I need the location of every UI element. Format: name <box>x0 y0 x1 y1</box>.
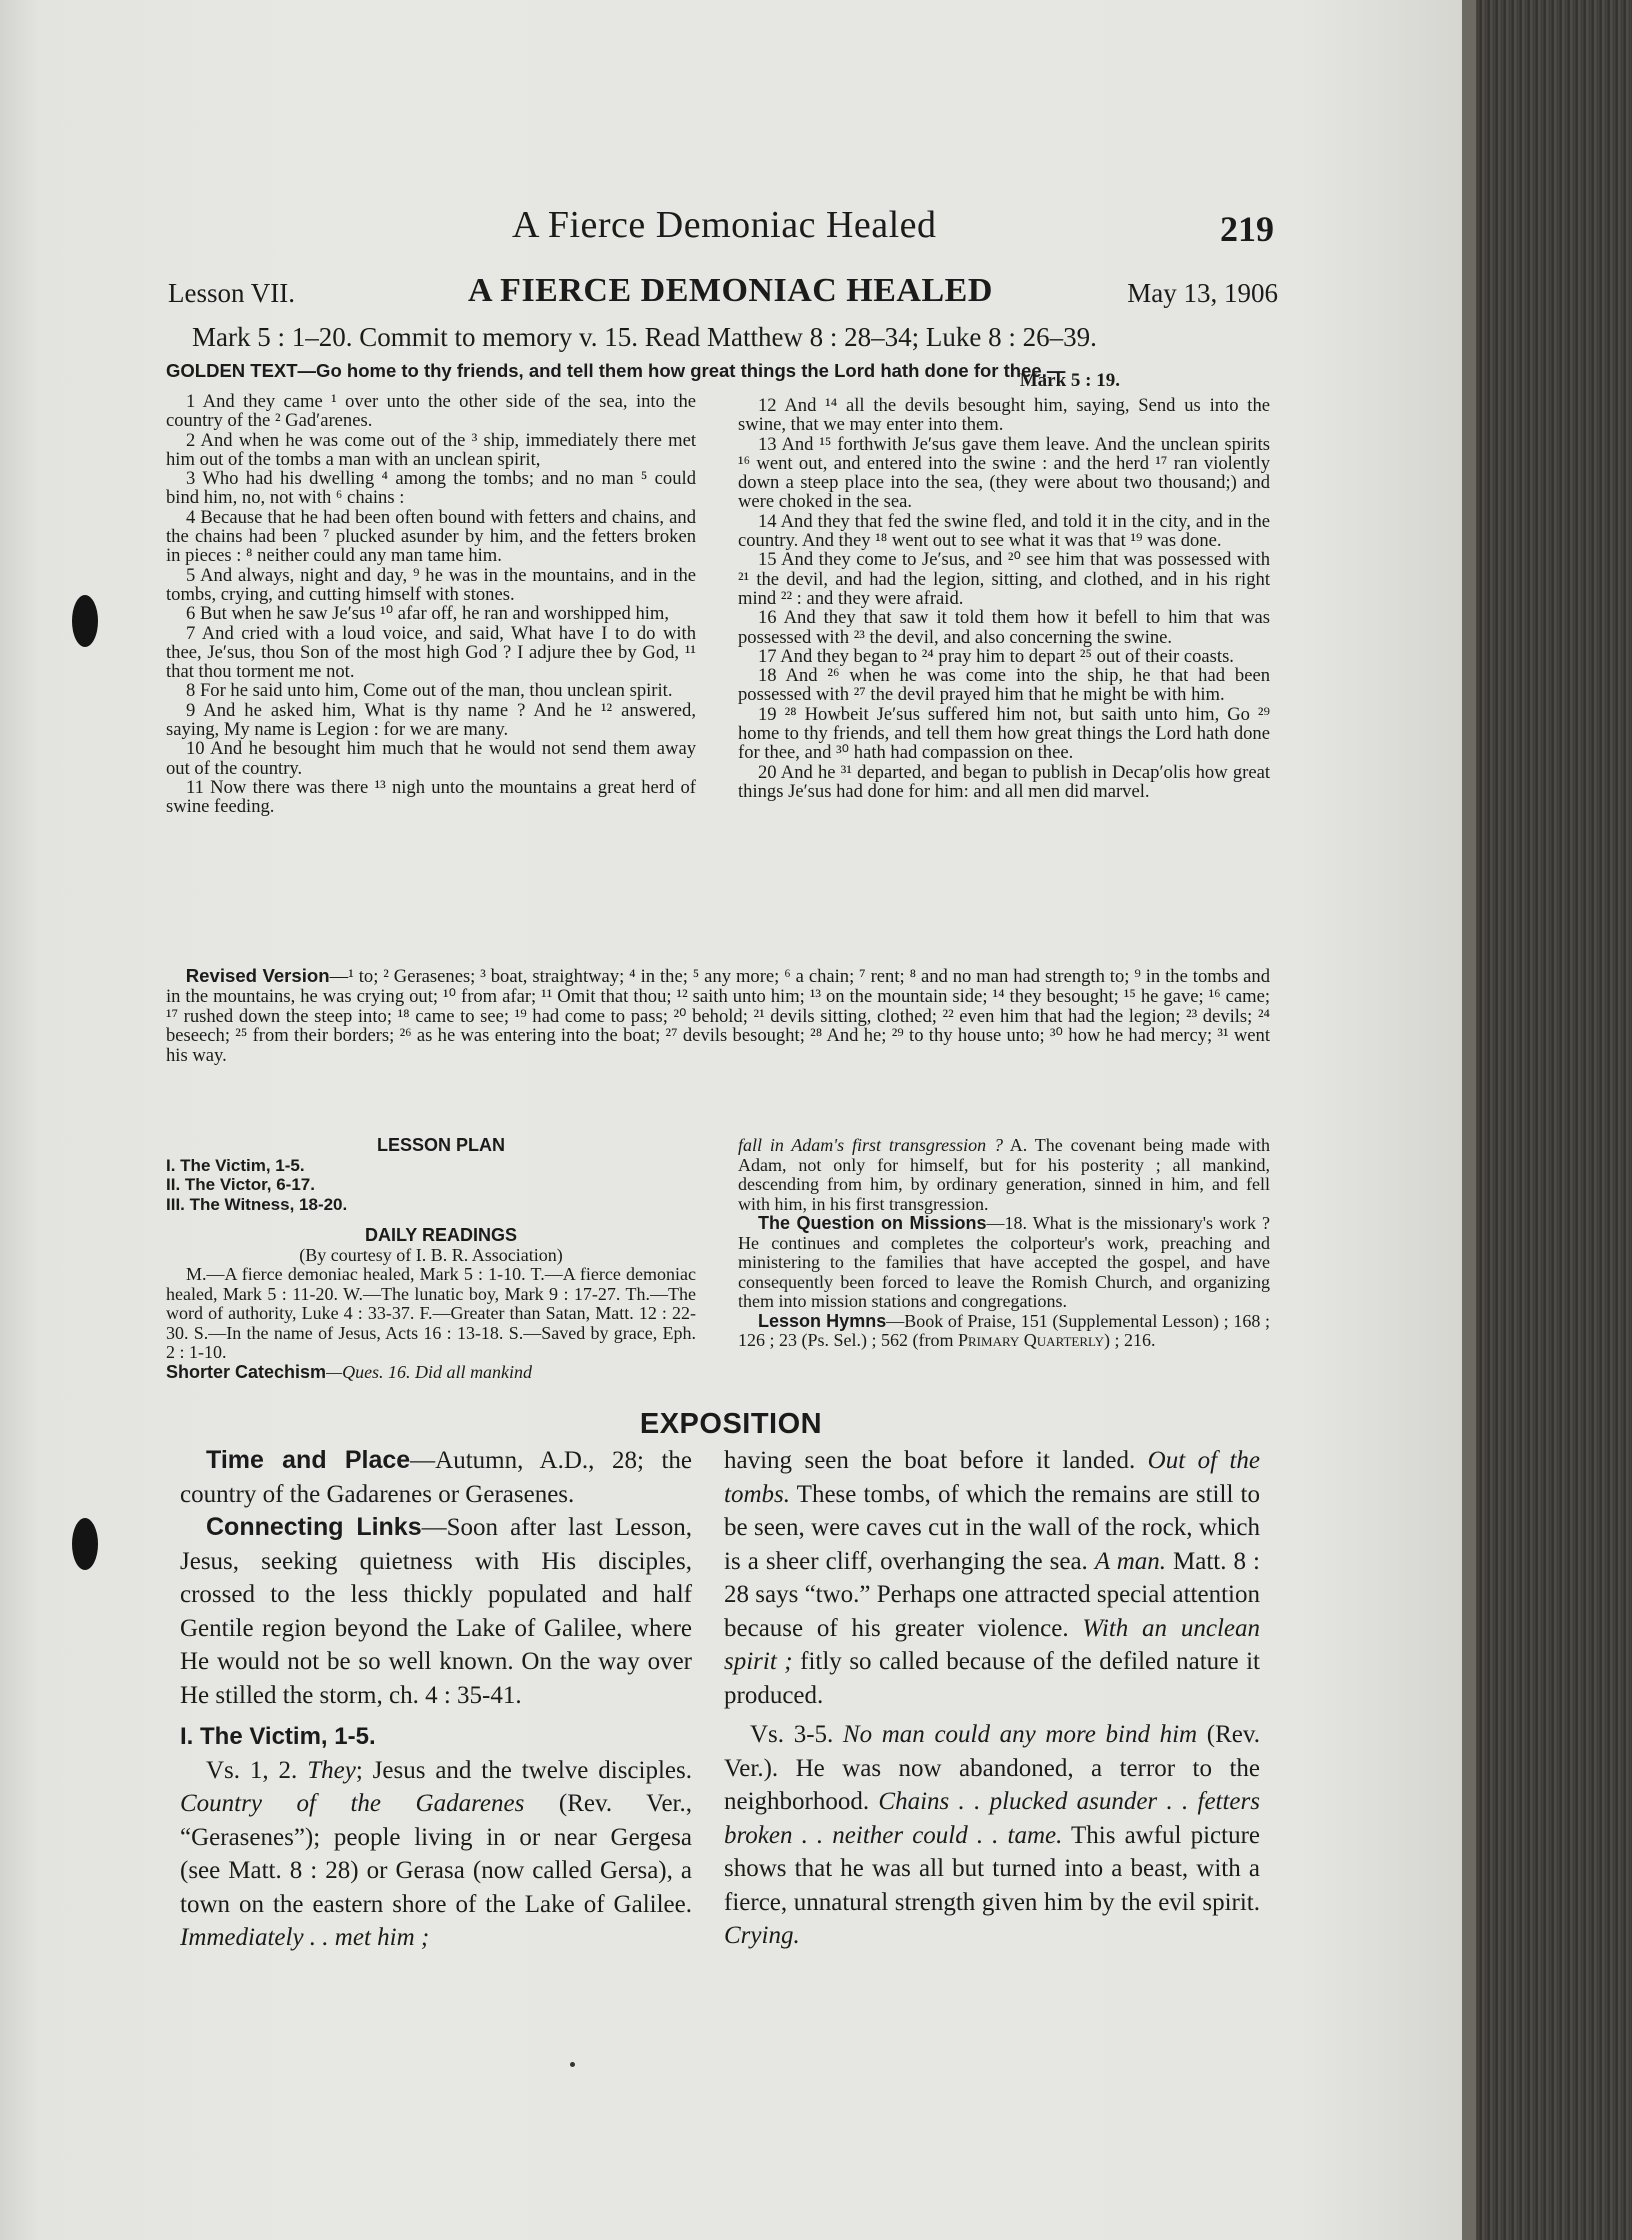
verse: 7 And cried with a loud voice, and said, What have I to do with thee, Je′sus, thou Son of the most high God ? I adjure thee by God, ¹¹ that thou torment me not. <box>166 622 696 683</box>
note-text: (Rev. Ver., “Gerasenes”); people living in or near Gergesa (see Matt. 8 : 28) or Gerasa (now called Gersa), a town on the eastern shore of the Lake of Galilee. <box>180 1790 692 1918</box>
note-term: Chains . . plucked asunder . . fetters broken . . neither could . . tame. <box>724 1788 1260 1849</box>
continued-note <box>724 1444 1260 1712</box>
missions-text: —18. What is the missionary's work ? He continues and completes the colporteur's work, preaching and ministering to the families that have accepted the gospel, and have consequently been forced to leave the Romish Church, and organizing them into mission stations and congregations. <box>738 1213 1270 1311</box>
note-text: ; Jesus and the twelve disciples. <box>355 1756 692 1784</box>
verse: 20 And he ³¹ departed, and began to publish in Decap′olis how great things Je′sus had done for him: and all men did marvel. <box>738 761 1270 802</box>
verses-3-5-note <box>724 1718 1260 1953</box>
verse: 11 Now there was there ¹³ nigh unto the mountains a great herd of swine feeding. <box>166 776 696 818</box>
ink-speck <box>570 2062 575 2067</box>
lesson-number: Lesson VII. <box>168 278 295 308</box>
lesson-aids-left <box>166 1136 696 1382</box>
verse: 8 For he said unto him, Come out of the man, thou unclean spirit. <box>186 680 673 702</box>
note-term: Immediately . . met him ; <box>180 1924 430 1951</box>
verse: 1 And they came ¹ over unto the other side of the sea, into the country of the ² Gad′arenes. <box>166 391 696 432</box>
note-text: These tombs, of which the remains are still to be seen, were caves cut in the wall of the rock, which is a sheer cliff, overhanging the sea. <box>724 1480 1260 1575</box>
note-ref: Vs. 3-5. <box>750 1721 843 1748</box>
hymns-quarterly: Primary Quarterly <box>958 1330 1105 1350</box>
exposition-heading: EXPOSITION <box>639 1408 823 1440</box>
shorter-catechism <box>166 1363 696 1383</box>
verses-right-column <box>738 396 1270 801</box>
verse: 9 And he asked him, What is thy name ? And he ¹² answered, saying, My name is Legion : for we are many. <box>166 699 696 741</box>
scripture-reference: Mark 5 : 1–20. Commit to memory v. 15. Read Matthew 8 : 28–34; Luke 8 : 26–39. <box>192 322 1097 352</box>
lesson-plan-item: III. The Witness, 18-20. <box>166 1194 348 1214</box>
verses-1-2-note <box>180 1754 692 1955</box>
verse: 15 And they come to Je′sus, and ²⁰ see him that was possessed with ²¹ the devil, and had the legion, sitting, and clothed, and in his right mind ²² : and they were afraid. <box>738 549 1270 609</box>
connecting-links <box>180 1511 692 1712</box>
binding-hole-top <box>72 595 98 647</box>
note-text: Matt. 8 : 28 says “two.” Perhaps one attracted special attention because of his greater violence. <box>724 1547 1260 1642</box>
binding-hole-bottom <box>72 1518 98 1570</box>
daily-readings-courtesy: (By courtesy of I. B. R. Association) <box>299 1244 563 1265</box>
revised-version-text: —¹ to; ² Gerasenes; ³ boat, straightway; ⁴ in the; ⁵ any more; ⁶ a chain; ⁷ rent; ⁸ and no man had strength to; ⁹ in the tombs and in the mountains, he was crying out; ¹⁰ from afar; ¹¹ Omit that thou; ¹² saith unto him; ¹³ on the mountain side; ¹⁴ they besought; ¹⁵ he gave; ¹⁶ came; ¹⁷ rushed down the steep into; ¹⁸ came to see; ¹⁹ had come to pass; ²⁰ behold; ²¹ devils sitting, clothed; ²² even him that had the legion; ²³ devils; ²⁴ beseech; ²⁵ from their borders; ²⁶ as he was entering into the boat; ²⁷ devils besought; ²⁸ And he; ²⁹ to thy house unto; ³⁰ how he had mercy; ³¹ went his way. <box>166 966 1271 1067</box>
revised-version-notes <box>166 966 1270 1066</box>
revised-version-label: Revised Version <box>185 965 330 986</box>
lesson-header <box>168 272 1278 318</box>
verse: 3 Who had his dwelling ⁴ among the tombs; and no man ⁵ could bind him, no, not with ⁶ chains : <box>166 468 696 509</box>
missions-question <box>738 1214 1270 1312</box>
lesson-date: May 13, 1906 <box>1127 278 1278 308</box>
lesson-plan-item: I. The Victim, 1-5. <box>166 1155 305 1175</box>
lesson-hymns <box>738 1312 1270 1351</box>
note-term: Out of the tombs. <box>724 1447 1260 1508</box>
golden-text: GOLDEN TEXT—Go home to thy friends, and tell them how great things the Lord hath done for thee.— <box>166 360 1066 381</box>
daily-readings-heading: DAILY READINGS <box>364 1225 518 1245</box>
verse: 12 And ¹⁴ all the devils besought him, saying, Send us into the swine, that we may enter into them. <box>738 395 1270 436</box>
note-term: They <box>307 1756 356 1784</box>
section-heading-victim: I. The Victim, 1-5. <box>180 1723 376 1750</box>
missions-label: The Question on Missions <box>758 1213 987 1233</box>
hymns-end: ) ; 216. <box>1104 1330 1156 1350</box>
note-text: fitly so called because of the defiled nature it produced. <box>724 1648 1260 1709</box>
time-text: —Autumn, A.D., 28; the country of the Gadarenes or Gerasenes. <box>180 1447 692 1508</box>
daily-readings-text: M.—A fierce demoniac healed, Mark 5 : 1-10. T.—A fierce demoniac healed, Mark 5 : 11-20. W.—The lunatic boy, Mark 9 : 17-27. Th.—The word of authority, Luke 4 : 33-37. F.—Greater than Satan, Matt. 12 : 22-30. S.—In the name of Jesus, Acts 16 : 13-18. S.—Saved by grace, Eph. 2 : 1-10. <box>166 1264 696 1362</box>
golden-text-reference <box>640 370 1120 392</box>
catechism-question: —Ques. 16. Did all mankind <box>326 1361 533 1382</box>
verse: 5 And always, night and day, ⁹ he was in the mountains, and in the tombs, crying, and cutting himself with stones. <box>166 564 696 605</box>
note-term: A man. <box>1094 1547 1166 1575</box>
lesson-aids-right <box>738 1136 1270 1351</box>
verse: 13 And ¹⁵ forthwith Je′sus gave them leave. And the unclean spirits ¹⁶ went out, and entered into the swine : and the herd ¹⁷ ran violently down a steep place into the sea, (they were about two thousand;) and were choked in the sea. <box>738 433 1270 513</box>
verse: 16 And they that saw it told them how it befell to him that was possessed with ²³ the devil, and also concerning the swine. <box>738 607 1270 648</box>
lesson-title: A FIERCE DEMONIAC HEALED <box>468 272 993 309</box>
verse: 2 And when he was come out of the ³ ship, immediately there met him out of the tombs a man with an unclean spirit, <box>166 429 696 470</box>
note-text: (Rev. Ver.). He was now abandoned, a terror to the neighborhood. <box>724 1721 1261 1815</box>
note-term: Crying. <box>724 1922 800 1949</box>
verse: 10 And he besought him much that he would not send them away out of the country. <box>166 738 696 779</box>
catechism-answer: A. The covenant being made with Adam, not only for himself, but for his posterity ; all mankind, descending from him, by ordinary generation, sinned in him, and fell with him, in his first transgression. <box>738 1135 1270 1214</box>
verse: 6 But when he saw Je′sus ¹⁰ afar off, he ran and worshipped him, <box>186 603 670 625</box>
time-label: Time and Place <box>206 1446 411 1474</box>
verse: 19 ²⁸ Howbeit Je′sus suffered him not, but saith unto him, Go ²⁹ home to thy friends, and tell them how great things the Lord hath done for thee, and ³⁰ hath had compassion on thee. <box>738 703 1270 764</box>
note-ref: Vs. 1, 2. <box>206 1756 308 1784</box>
shorter-catechism-label: Shorter Catechism <box>166 1361 327 1382</box>
catechism-continued <box>738 1136 1270 1214</box>
catechism-question-end: fall in Adam's first transgression ? <box>738 1135 1003 1155</box>
note-term: Country of the Gadarenes <box>180 1790 525 1817</box>
page-edges <box>1462 0 1632 2240</box>
running-head: A Fierce Demoniac Healed <box>512 204 937 246</box>
links-label: Connecting Links <box>206 1513 422 1541</box>
exposition-left-column <box>180 1444 692 1955</box>
golden-ref-text: Mark 5 : 19. <box>1019 370 1120 391</box>
page-edge-highlight <box>1462 0 1476 2240</box>
page-number: 219 <box>1220 209 1274 249</box>
lesson-plan-item: II. The Victor, 6-17. <box>166 1175 315 1194</box>
hymns-label: Lesson Hymns <box>758 1310 887 1331</box>
links-text: —Soon after last Lesson, Jesus, seeking quietness with His disciples, crossed to the less thickly populated and half Gentile region beyond the Lake of Galilee, where He would not be so well known. On the way over He stilled the storm, ch. 4 : 35-41. <box>180 1514 693 1709</box>
note-text: This awful picture shows that he was all but turned into a beast, with a fierce, unnatural strength given him by the evil spirit. <box>724 1821 1260 1916</box>
lesson-plan-heading: LESSON PLAN <box>376 1135 505 1155</box>
time-and-place <box>180 1444 692 1511</box>
hymns-text: —Book of Praise, 151 (Supplemental Lesson) ; 168 ; 126 ; 23 (Ps. Sel.) ; 562 (from <box>738 1310 1270 1350</box>
verse: 4 Because that he had been often bound with fetters and chains, and the chains had been ⁷ plucked asunder by him, and the fetters broken in pieces : ⁸ neither could any man tame him. <box>166 506 696 567</box>
verses-left-column <box>166 392 696 817</box>
note-text: having seen the boat before it landed. <box>724 1447 1148 1474</box>
note-term: With an unclean spirit ; <box>724 1614 1260 1675</box>
verse: 18 And ²⁶ when he was come into the ship, he that had been possessed with ²⁷ the devil prayed him that he might be with him. <box>738 665 1270 706</box>
verse: 14 And they that fed the swine fled, and told it in the city, and in the country. And they ¹⁸ went out to see what it was that ¹⁹ was done. <box>738 510 1270 552</box>
exposition-right-column <box>724 1444 1260 1953</box>
note-term: No man could any more bind him <box>842 1721 1198 1748</box>
verse: 17 And they began to ²⁴ pray him to depart ²⁵ out of their coasts. <box>758 645 1234 667</box>
